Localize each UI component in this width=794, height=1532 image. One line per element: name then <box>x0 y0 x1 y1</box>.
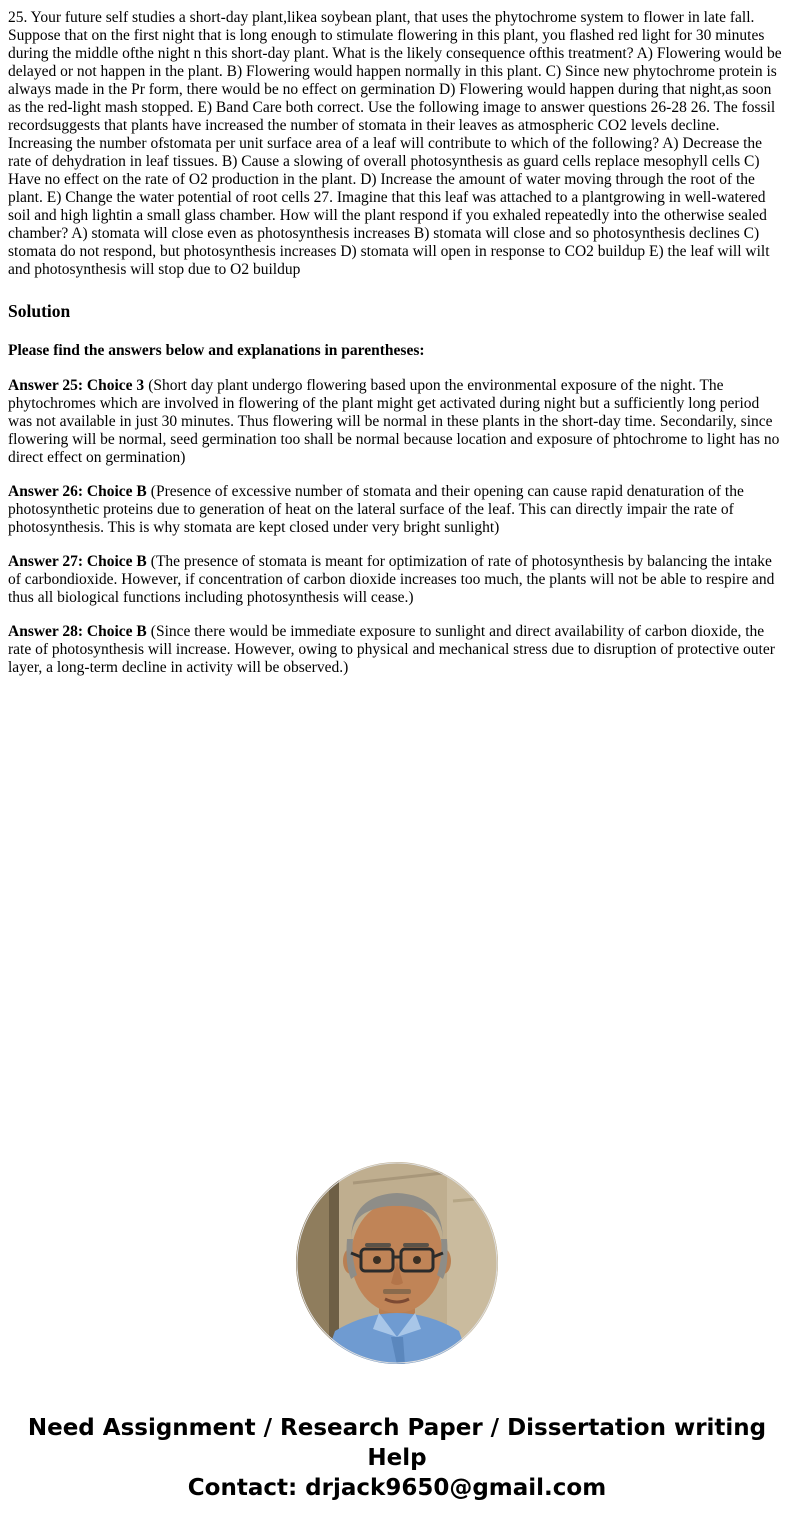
answer-28-label: Answer 28: Choice B <box>8 623 147 640</box>
answer-27-explanation: (The presence of stomata is meant for optimization of rate of photosynthesis by balancing the intake of carbondioxide. However, if concentration of carbon dioxide increases too much, the plants will not be able to respire and thus all biological functions including photosynthesis will cease.) <box>8 553 775 606</box>
answer-25-label: Answer 25: Choice 3 <box>8 377 145 394</box>
answer-26-label: Answer 26: Choice B <box>8 483 147 500</box>
avatar <box>295 1161 499 1365</box>
portrait-photo-icon <box>295 1161 499 1365</box>
answer-26-explanation: (Presence of excessive number of stomata and their opening can cause rapid denaturation of the photosynthetic proteins due to generation of heat on the lateral surface of the leaf. This can directly impair the rate of photosynthesis. This is why stomata are kept closed under very bright sunlight) <box>8 483 744 536</box>
answer-25 <box>8 377 786 467</box>
answer-27 <box>8 553 786 607</box>
question-block: 25. Your future self studies a short-day plant,likea soybean plant, that uses the phytochrome system to flower in late fall. Suppose that on the first night that is long enough to stimulate flowering in this plant, you flashed red light for 30 minutes during the middle ofthe night n this short-day plant. What is the likely consequence ofthis treatment? A) Flowering would be delayed or not happen in the plant. B) Flowering would happen normally in this plant. C) Since new phytochrome protein is always made in the Pr form, there would be no effect on germination D) Flowering would happen during that night,as soon as the red-light mash stopped. E) Band Care both correct. Use the following image to answer questions 26-28 26. The fossil recordsuggests that plants have increased the number of stomata in their leaves as atmospheric CO2 levels decline. Increasing the number ofstomata per unit surface area of a leaf will contribute to which of the following? A) Decrease the rate of dehydration in leaf tissues. B) Cause a slowing of overall photosynthesis as guard cells replace mesophyll cells C) Have no effect on the rate of O2 production in the plant. D) Increase the amount of water moving through the root of the plant. E) Change the water potential of root cells 27. Imagine that this leaf was attached to a plantgrowing in well-watered soil and high lightin a small glass chamber. How will the plant respond if you exhaled repeatedly into the otherwise sealed chamber? A) stomata will close even as photosynthesis increases B) stomata will close and so photosynthesis declines C) stomata do not respond, but photosynthesis increases D) stomata will open in response to CO2 buildup E) the leaf will wilt and photosynthesis will stop due to O2 buildup <box>8 9 782 278</box>
footer-help-text: Need Assignment / Research Paper / Dissertation writing Help <box>27 1415 767 1471</box>
answer-26 <box>8 483 786 537</box>
answer-28 <box>8 623 786 677</box>
document-page <box>0 9 794 677</box>
answer-27-label: Answer 27: Choice B <box>8 553 147 570</box>
answer-25-explanation: (Short day plant undergo flowering based upon the environmental exposure of the night. The phytochromes which are involved in flowering of the plant might get activated during night but a sufficiently long period was not available in just 30 minutes. Thus flowering will be normal in these plants in the short-day time. Secondarily, since flowering will be normal, seed germination too shall be normal because location and exposure of phtochrome to light has no direct effect on germination) <box>8 377 780 466</box>
solution-heading: Solution <box>8 301 71 321</box>
answer-28-explanation: (Since there would be immediate exposure to sunlight and direct availability of carbon dioxide, the rate of photosynthesis will increase. However, owing to physical and mechanical stress due to disruption of protective outer layer, a long-term decline in activity will be observed.) <box>8 623 775 676</box>
footer-banner <box>0 1413 794 1503</box>
footer-contact-email: Contact: drjack9650@gmail.com <box>187 1475 607 1501</box>
answers-intro: Please find the answers below and explanations in parentheses: <box>8 342 425 359</box>
